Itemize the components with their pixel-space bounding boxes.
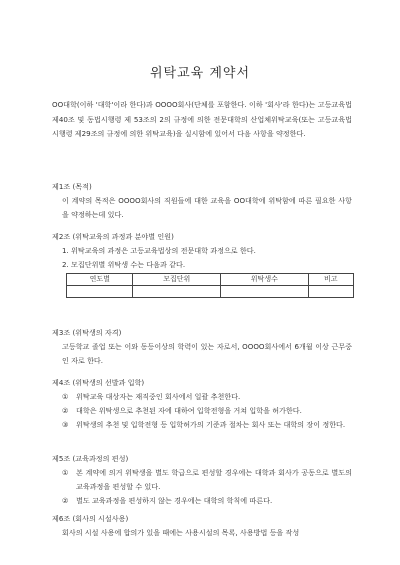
item-mark: ② <box>62 496 69 505</box>
section-article-4 <box>52 376 352 432</box>
section-title: 제5조 (교육과정의 편성) <box>52 454 129 463</box>
section-article-5 <box>52 452 352 508</box>
table-header-cell: 위탁생수 <box>221 274 309 286</box>
item-text: 대학은 위탁생으로 추천된 자에 대하여 입학전형을 거쳐 입학을 허가한다. <box>76 406 302 415</box>
section-title: 제2조 (위탁교육의 과정과 분야별 인원) <box>52 232 174 241</box>
item-text: 위탁교육 대상자는 재직중인 회사에서 일괄 추천한다. <box>76 392 241 401</box>
section-body: 회사의 시설 사용에 합의가 있을 때에는 사용시설의 목록, 사용방법 등을 작성 <box>62 528 300 537</box>
section-title: 제1조 (목적) <box>52 182 92 191</box>
item-text: 위탁생의 추천 및 입학전형 등 입학허가의 기준과 절차는 회사 또는 대학의 장이 정한다. <box>76 420 346 429</box>
table-header-cell: 연도별 <box>67 274 133 286</box>
section-body: 고등학교 졸업 또는 이와 동등이상의 학력이 있는 자로서, OOOO회사에서 6개월 이상 근무중인 자로 한다. <box>62 342 352 365</box>
item-text: 별도 교육과정을 편성하지 않는 경우에는 대학의 학칙에 따른다. <box>76 496 273 505</box>
numbered-item <box>52 390 352 404</box>
section-title: 제3조 (위탁생의 자격) <box>52 328 122 337</box>
quota-table <box>66 273 354 298</box>
section-title: 제6조 (회사의 시설사용) <box>52 514 129 523</box>
section-article-3 <box>52 326 352 368</box>
numbered-item <box>52 418 352 432</box>
table-header-cell: 모집단위 <box>133 274 221 286</box>
numbered-item <box>52 494 352 508</box>
section-article-6 <box>52 512 352 540</box>
table-header-row <box>67 274 354 286</box>
numbered-item <box>52 404 352 418</box>
table-cell <box>308 286 353 298</box>
table-cell <box>67 286 133 298</box>
item-text: 본 계약에 의거 위탁생을 별도 학급으로 편성할 경우에는 대학과 회사가 공동으로 별도의 교육과정을 편성할 수 있다. <box>76 468 352 491</box>
document-title: 위탁교육 계약서 <box>149 66 251 81</box>
item-mark: ② <box>62 406 69 415</box>
list-item: 1. 위탁교육의 과정은 고등교육법상의 전문대학 과정으로 한다. <box>62 246 256 255</box>
section-article-1 <box>52 180 352 222</box>
numbered-item <box>52 466 352 494</box>
table-header-cell: 비고 <box>308 274 353 286</box>
intro-paragraph: OO대학(이하 '대학'이라 한다)과 OOOO회사(단체를 포함한다. 이하 '회사'라 한다)는 고등교육법 제40조 및 동법시행령 제 53조의 2의 규정에 의한 전문대학의 산업체위탁교육(또는 고등교육법시행령 제29조의 규정에 의한 위탁교육)을 실시함에 있어서 다음 사항을 약정한다. <box>52 100 352 138</box>
list-item: 2. 모집단위별 위탁생 수는 다음과 같다. <box>62 260 186 269</box>
table-cell <box>133 286 221 298</box>
section-article-2 <box>52 230 352 298</box>
table-row <box>67 286 354 298</box>
item-mark: ③ <box>62 420 69 429</box>
table-cell <box>221 286 309 298</box>
item-mark: ① <box>62 468 69 477</box>
section-body: 이 계약의 목적은 OOOO회사의 직원들에 대한 교육을 OO대학에 위탁함에 따른 필요한 사항을 약정하는데 있다. <box>62 196 352 219</box>
section-title: 제4조 (위탁생의 선발과 입학) <box>52 378 145 387</box>
item-mark: ① <box>62 392 69 401</box>
